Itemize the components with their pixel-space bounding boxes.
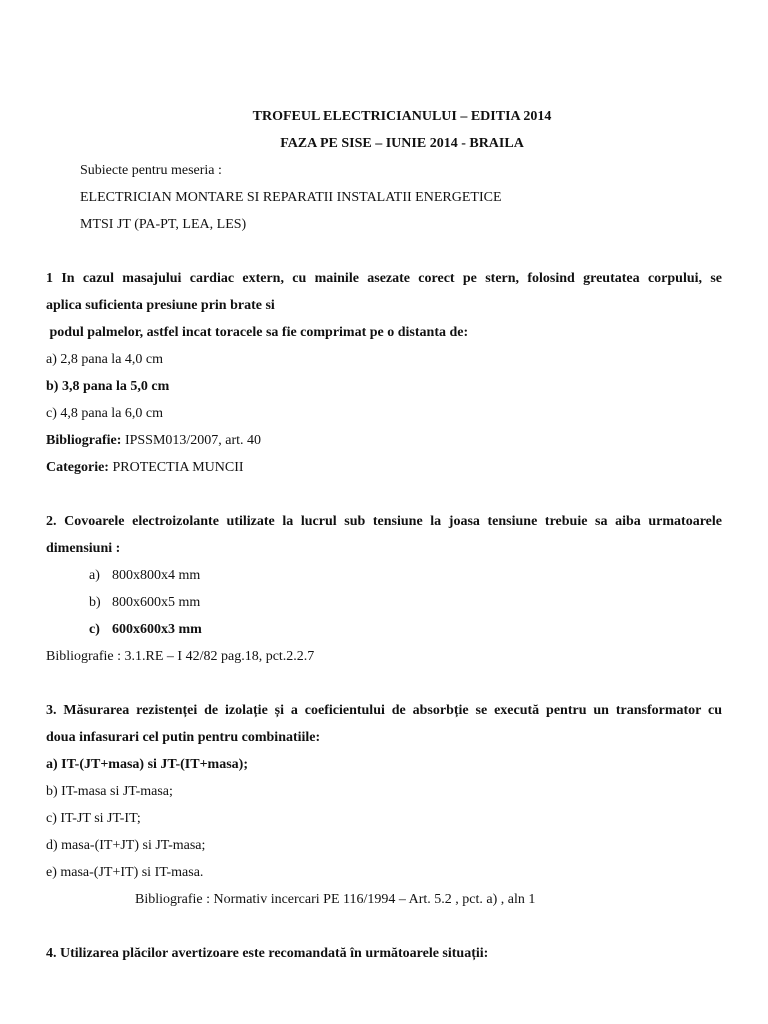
- q3-option-a: a) IT-(JT+masa) si JT-(IT+masa);: [46, 757, 248, 772]
- q1-text-line3: podul palmelor, astfel incat toracele sa fie comprimat pe o distanta de:: [46, 325, 469, 340]
- q2-option-b-letter: b): [89, 595, 101, 610]
- q3-text-line2: doua infasurari cel putin pentru combinatiile:: [46, 730, 321, 745]
- q1-text-line2: aplica suficienta presiune prin brate si: [46, 298, 275, 313]
- q2-text-line2: dimensiuni :: [46, 541, 121, 556]
- q1-option-a: a) 2,8 pana la 4,0 cm: [46, 352, 164, 367]
- q3-option-e: e) masa-(JT+IT) si IT-masa.: [46, 865, 204, 880]
- q1-text-line1: 1 In cazul masajului cardiac extern, cu mainile asezate corect pe stern, folosind greutatea corpului, se: [46, 271, 722, 286]
- subject-intro: Subiecte pentru meseria :: [80, 163, 222, 178]
- q3-option-d: d) masa-(IT+JT) si JT-masa;: [46, 838, 206, 853]
- trade-name: ELECTRICIAN MONTARE SI REPARATII INSTALATII ENERGETICE: [80, 190, 502, 205]
- q2-text-line1: 2. Covoarele electroizolante utilizate la lucrul sub tensiune la joasa tensiune trebuie sa aiba urmatoarele: [46, 514, 722, 529]
- q2-option-c-text: 600x600x3 mm: [112, 622, 202, 637]
- q1-option-b: b) 3,8 pana la 5,0 cm: [46, 379, 170, 394]
- q3-option-b: b) IT-masa si JT-masa;: [46, 784, 173, 799]
- q1-category-value: PROTECTIA MUNCII: [108, 460, 244, 475]
- q1-bibliography: [46, 432, 261, 450]
- document-subtitle: FAZA PE SISE – IUNIE 2014 - BRAILA: [280, 136, 524, 151]
- q2-option-a-letter: a): [89, 568, 100, 583]
- q1-bibliography-value: IPSSM013/2007, art. 40: [121, 433, 262, 448]
- q2-option-c-letter: c): [89, 622, 100, 637]
- document-title: TROFEUL ELECTRICIANULUI – EDITIA 2014: [252, 109, 552, 124]
- q1-category: [46, 459, 244, 477]
- q2-option-a: [89, 567, 200, 585]
- q1-bibliography-label: Bibliografie:: [46, 433, 122, 448]
- q3-option-c: c) IT-JT si JT-IT;: [46, 811, 141, 826]
- q3-bibliography: Bibliografie : Normativ incercari PE 116/1994 – Art. 5.2 , pct. a) , aln 1: [135, 892, 536, 907]
- q3-text-line1: 3. Măsurarea rezistenței de izolație și a coeficientului de absorbție se execută pentru un transformator cu: [46, 703, 722, 718]
- q1-option-c: c) 4,8 pana la 6,0 cm: [46, 406, 164, 421]
- q1-category-label: Categorie:: [46, 460, 109, 475]
- q2-option-b-text: 800x600x5 mm: [112, 595, 201, 610]
- q2-option-a-text: 800x800x4 mm: [112, 568, 201, 583]
- trade-category: MTSI JT (PA-PT, LEA, LES): [80, 217, 247, 232]
- q2-option-b: [89, 594, 200, 612]
- q4-text-line1: 4. Utilizarea plăcilor avertizoare este recomandată în următoarele situații:: [46, 946, 489, 961]
- q2-option-c: [89, 621, 202, 639]
- q2-bibliography: Bibliografie : 3.1.RE – I 42/82 pag.18, pct.2.2.7: [46, 649, 315, 664]
